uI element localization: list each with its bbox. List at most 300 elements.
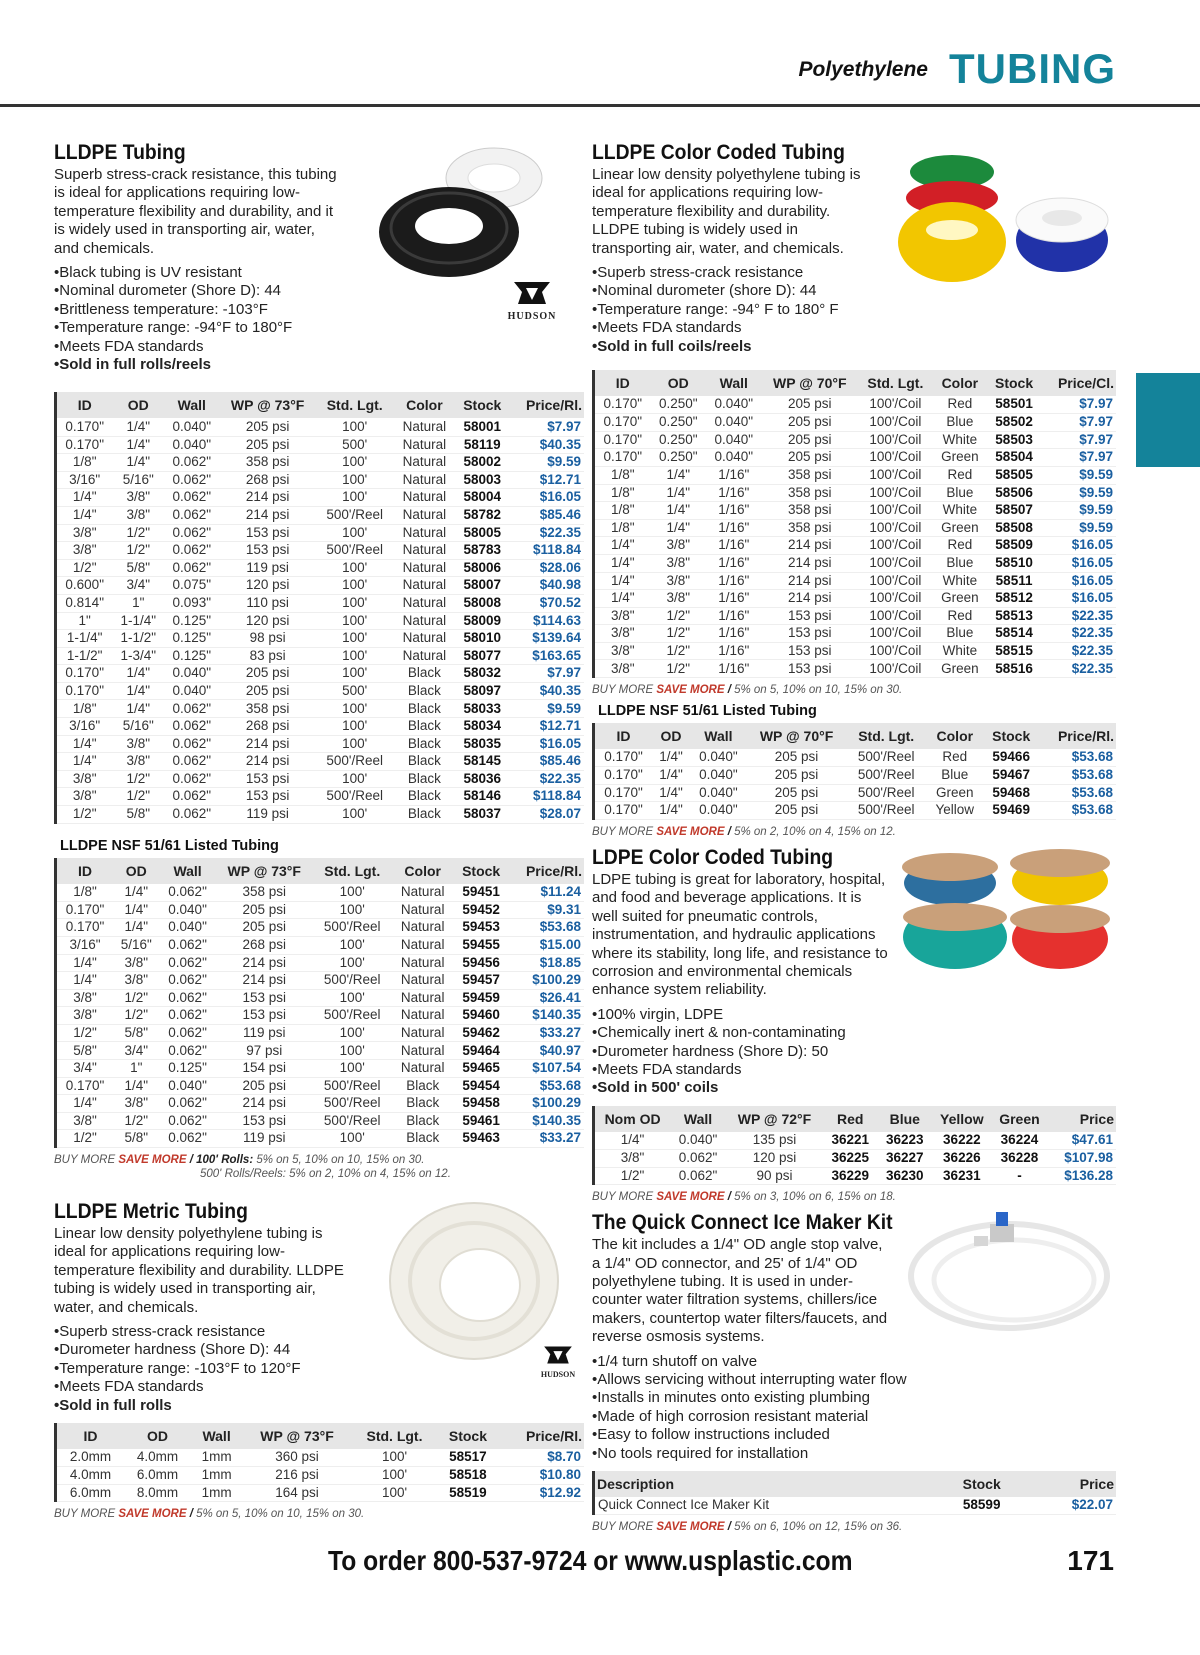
- stock-cell: 59459: [454, 989, 509, 1007]
- table-cell: 3/8": [595, 660, 651, 678]
- table-cell: 214 psi: [220, 489, 316, 507]
- table-row: [595, 572, 1116, 590]
- column-header: OD: [113, 858, 160, 884]
- bullet-sold: • Sold in 500' coils: [592, 1079, 1116, 1097]
- table-row: [57, 1024, 584, 1042]
- price-cell: $12.71: [509, 471, 584, 489]
- table-cell: 119 psi: [220, 559, 316, 577]
- column-header: Std. Lgt.: [858, 370, 933, 396]
- table-cell: 0.170": [595, 431, 651, 449]
- left-column: [54, 140, 584, 1521]
- table-cell: Natural: [394, 524, 456, 542]
- table-cell: 214 psi: [762, 590, 858, 608]
- table-cell: 1/16": [706, 660, 762, 678]
- stock-cell: 59468: [983, 784, 1039, 802]
- header-subtitle: Polyethylene: [798, 58, 928, 81]
- table-cell: 3/8": [57, 1007, 113, 1025]
- table-cell: Green: [933, 519, 987, 537]
- table-cell: 500'/Reel: [313, 1007, 392, 1025]
- table-cell: 0.062": [164, 700, 219, 718]
- hudson-logo-text: HUDSON: [507, 311, 557, 322]
- table-cell: Natural: [392, 936, 454, 954]
- table-cell: 0.062": [164, 524, 219, 542]
- table-cell: Black: [394, 682, 456, 700]
- price-cell: $7.97: [1041, 431, 1116, 449]
- column-header: Price/Rl.: [499, 1423, 584, 1449]
- table-header-row: [595, 370, 1116, 396]
- stock-cell: 58599: [939, 1497, 1024, 1515]
- table-cell: Natural: [392, 1060, 454, 1078]
- table-cell: 0.040": [690, 784, 747, 802]
- table-cell: 3/8": [113, 1095, 160, 1113]
- stock-cell: 59466: [983, 749, 1039, 767]
- table-cell: 0.062": [164, 753, 219, 771]
- table-cell: Black: [392, 1130, 454, 1148]
- promo-pre: BUY MORE: [54, 1154, 119, 1167]
- table-cell: 100': [313, 989, 392, 1007]
- table-cell: 0.062": [164, 735, 219, 753]
- lldpe-metric-section: [54, 1199, 584, 1415]
- table-cell: 1/4": [112, 436, 164, 454]
- table-row: [57, 436, 584, 454]
- table-row: [595, 1149, 1116, 1167]
- table-cell: 3/16": [57, 936, 113, 954]
- table-cell: Natural: [394, 418, 456, 436]
- promo-pre: BUY MORE: [592, 1191, 657, 1204]
- stock-cell: 59461: [454, 1112, 509, 1130]
- table-cell: 120 psi: [220, 577, 316, 595]
- table-cell: 1/2": [651, 660, 707, 678]
- table-cell: 3/8": [112, 753, 164, 771]
- table-cell: 0.040": [164, 436, 219, 454]
- table-cell: 500'/Reel: [846, 767, 926, 785]
- table-cell: 1/16": [706, 625, 762, 643]
- stock-cell: 59455: [454, 936, 509, 954]
- table-cell: 0.040": [690, 802, 747, 820]
- price-cell: $7.97: [1041, 414, 1116, 432]
- table-cell: 119 psi: [216, 1024, 313, 1042]
- table-row: [57, 989, 584, 1007]
- table-cell: 0.062": [160, 1024, 216, 1042]
- price-cell: $16.05: [509, 489, 584, 507]
- table-cell: 214 psi: [220, 735, 316, 753]
- table-cell: 1": [57, 612, 112, 630]
- table-row: [57, 1449, 584, 1467]
- column-header: Price/Rl.: [509, 858, 584, 884]
- table-cell: Black: [394, 718, 456, 736]
- promo-tiers: 5% on 3, 10% on 6, 15% on 18.: [734, 1191, 896, 1204]
- table-cell: Natural: [392, 901, 454, 919]
- price-cell: $9.31: [509, 901, 584, 919]
- price-cell: $22.35: [1041, 660, 1116, 678]
- table-row: [57, 1095, 584, 1113]
- stock-cell: 58145: [455, 753, 509, 771]
- table-cell: 1/16": [706, 572, 762, 590]
- table-cell: 1/16": [706, 502, 762, 520]
- table-cell: 1/4": [57, 1095, 113, 1113]
- table-cell: 100': [316, 806, 394, 824]
- table-cell: 0.062": [160, 1130, 216, 1148]
- table-row: [595, 449, 1116, 467]
- table-cell: 0.062": [164, 806, 219, 824]
- column-header: Yellow: [932, 1106, 992, 1132]
- table-cell: 1/4": [57, 489, 112, 507]
- column-header: OD: [124, 1423, 191, 1449]
- table-cell: 153 psi: [762, 625, 858, 643]
- column-header: Wall: [164, 392, 219, 418]
- stock-cell: 58517: [437, 1449, 499, 1467]
- table-cell: 1mm: [191, 1449, 242, 1467]
- promo-accent: SAVE MORE: [656, 684, 725, 697]
- icemaker-desc: The kit includes a 1/4" OD angle stop valve, a 1/4" OD connector, and 25' of 1/4" OD polyethylene tubing. It is used in under-counter water filtration systems, chillers/ice makers, countertop water filters/faucets, and reverse osmosis systems.: [592, 1236, 888, 1346]
- stock-cell: 58007: [455, 577, 509, 595]
- table-cell: 1/4": [112, 682, 164, 700]
- table-cell: 0.040": [690, 749, 747, 767]
- table-cell: White: [933, 642, 987, 660]
- table-cell: 100'/Coil: [858, 554, 933, 572]
- table-cell: 205 psi: [747, 767, 846, 785]
- table-cell: 2.0mm: [57, 1449, 124, 1467]
- icemaker-table: [592, 1471, 1116, 1515]
- icemaker-title: The Quick Connect Ice Maker Kit: [592, 1211, 893, 1235]
- page-number: 171: [1067, 1545, 1114, 1576]
- price-cell: $53.68: [509, 919, 584, 937]
- table-cell: 205 psi: [747, 749, 846, 767]
- table-cell: 1": [112, 594, 164, 612]
- table-cell: 1/4": [652, 802, 690, 820]
- table-cell: 268 psi: [216, 936, 313, 954]
- table-cell: 3/16": [57, 471, 112, 489]
- table-cell: 3/8": [595, 642, 651, 660]
- table-cell: 100': [316, 524, 394, 542]
- table-cell: 1-1/4": [57, 630, 112, 648]
- price-cell: $33.27: [509, 1024, 584, 1042]
- stock-cell: 59452: [454, 901, 509, 919]
- table-cell: 358 psi: [762, 466, 858, 484]
- table-cell: 4.0mm: [124, 1449, 191, 1467]
- column-header: WP @ 70°F: [747, 723, 846, 749]
- table-cell: 214 psi: [220, 506, 316, 524]
- lldpe-tubing-table: [54, 392, 584, 823]
- promo-accent: SAVE MORE: [656, 825, 725, 838]
- table-cell: 0.075": [164, 577, 219, 595]
- table-cell: 1/8": [595, 502, 651, 520]
- table-cell: 1/4": [652, 784, 690, 802]
- stock-cell: 58032: [455, 665, 509, 683]
- table-cell: 1/2": [112, 524, 164, 542]
- table-cell: 0.170": [595, 414, 651, 432]
- stock-cell: 58513: [987, 607, 1041, 625]
- stock-cell: 58512: [987, 590, 1041, 608]
- table-row: [595, 660, 1116, 678]
- table-cell: 100'/Coil: [858, 449, 933, 467]
- column-header: Price/Rl.: [1039, 723, 1116, 749]
- price-cell: $118.84: [509, 788, 584, 806]
- table-cell: Red: [933, 607, 987, 625]
- stock-cell: 59458: [454, 1095, 509, 1113]
- stock-cell: 58501: [987, 396, 1041, 414]
- table-cell: Natural: [394, 559, 456, 577]
- lldpe-tubing-title: LLDPE Tubing: [54, 141, 186, 164]
- table-cell: 0.250": [651, 431, 707, 449]
- price-cell: $18.85: [509, 954, 584, 972]
- table-cell: 500'/Reel: [313, 919, 392, 937]
- lldpe-metric-table: [54, 1423, 584, 1502]
- table-cell: 1/4": [595, 554, 651, 572]
- bullet: • Durometer hardness (Shore D): 44: [54, 1341, 584, 1359]
- table-cell: 0.062": [670, 1167, 726, 1185]
- table-cell: 1/4": [112, 700, 164, 718]
- promo-sep: /: [724, 1521, 735, 1534]
- stock-cell: 58519: [437, 1484, 499, 1502]
- stock-cell: 58036: [455, 770, 509, 788]
- table-cell: 0.062": [160, 954, 216, 972]
- lldpe-metric-desc: Linear low density polyethylene tubing is ideal for applications requiring low-temperature flexibility and durability. LLDPE tubing is widely used in transporting air, water, and chemicals.: [54, 1225, 344, 1316]
- table-row: [57, 884, 584, 902]
- table-cell: 0.062": [164, 770, 219, 788]
- table-cell: 1/8": [595, 519, 651, 537]
- stock-cell: 58509: [987, 537, 1041, 555]
- table-cell: 100': [316, 700, 394, 718]
- table-cell: Black: [394, 753, 456, 771]
- table-cell: 1/16": [706, 466, 762, 484]
- table-row: [57, 559, 584, 577]
- table-row: [57, 665, 584, 683]
- table-cell: 214 psi: [216, 954, 313, 972]
- table-cell: Natural: [394, 454, 456, 472]
- ldpe-reels-image: [900, 845, 1114, 975]
- price-cell: $53.68: [1039, 802, 1116, 820]
- table-cell: 100'/Coil: [858, 642, 933, 660]
- price-cell: $12.71: [509, 718, 584, 736]
- table-row: [595, 590, 1116, 608]
- bullet: • Meets FDA standards: [592, 319, 1116, 337]
- table-cell: 0.062": [164, 506, 219, 524]
- price-cell: $100.29: [509, 1095, 584, 1113]
- column-header: Red: [823, 1106, 878, 1132]
- table-cell: 5/8": [113, 1024, 160, 1042]
- table-cell: 1/2": [113, 989, 160, 1007]
- price-cell: $40.98: [509, 577, 584, 595]
- table-cell: 1/4": [57, 506, 112, 524]
- table-cell: 100'/Coil: [858, 625, 933, 643]
- table-cell: 3/4": [112, 577, 164, 595]
- table-cell: 0.170": [57, 901, 113, 919]
- table-cell: Black: [394, 700, 456, 718]
- price-cell: $140.35: [509, 1007, 584, 1025]
- table-cell: 0.040": [164, 418, 219, 436]
- lldpe-color-table: [592, 370, 1116, 678]
- table-row: [595, 554, 1116, 572]
- price-cell: $22.35: [1041, 642, 1116, 660]
- bullet-sold: • Sold in full rolls: [54, 1397, 584, 1415]
- promo-sep: /: [724, 825, 735, 838]
- price-cell: $16.05: [509, 735, 584, 753]
- table-cell: 1/8": [57, 700, 112, 718]
- section-tab: [1136, 373, 1200, 467]
- table-cell: 1/4": [651, 484, 707, 502]
- table-cell: 1": [113, 1060, 160, 1078]
- table-row: [595, 1497, 1116, 1515]
- table-cell: 100': [316, 735, 394, 753]
- bullet: • Meets FDA standards: [54, 1378, 584, 1396]
- table-cell: 0.040": [690, 767, 747, 785]
- table-cell: 1-1/2": [112, 630, 164, 648]
- lldpe-nsf-section: [54, 838, 584, 1181]
- table-cell: 1/2": [112, 770, 164, 788]
- table-cell: 0.125": [164, 647, 219, 665]
- table-row: [595, 484, 1116, 502]
- table-cell: Natural: [394, 647, 456, 665]
- column-header: Color: [926, 723, 983, 749]
- table-cell: 0.170": [595, 749, 652, 767]
- table-cell: 3/8": [595, 625, 651, 643]
- table-cell: 0.250": [651, 414, 707, 432]
- table-cell: 1/4": [57, 753, 112, 771]
- promo-sep: /: [724, 684, 735, 697]
- stock-cell: 58514: [987, 625, 1041, 643]
- table-cell: 205 psi: [220, 665, 316, 683]
- table-cell: 500'/Reel: [846, 784, 926, 802]
- table-cell: 5/16": [113, 936, 160, 954]
- table-cell: 360 psi: [242, 1449, 352, 1467]
- table-cell: 100': [316, 471, 394, 489]
- price-cell: $139.64: [509, 630, 584, 648]
- table-cell: 153 psi: [216, 1112, 313, 1130]
- table-cell: 0.170": [595, 449, 651, 467]
- table-cell: Natural: [392, 1007, 454, 1025]
- price-cell: $114.63: [509, 612, 584, 630]
- stock-cell: 58009: [455, 612, 509, 630]
- bullet: • Installs in minutes onto existing plumbing: [592, 1389, 1116, 1407]
- table-cell: 36229: [823, 1167, 878, 1185]
- table-cell: 1/4": [113, 901, 160, 919]
- table-cell: 1/16": [706, 607, 762, 625]
- price-cell: $16.05: [1041, 572, 1116, 590]
- table-cell: 0.062": [164, 542, 219, 560]
- table-cell: 0.040": [164, 665, 219, 683]
- table-row: [595, 1132, 1116, 1150]
- table-cell: 36223: [878, 1132, 933, 1150]
- table-cell: 500'/Reel: [316, 506, 394, 524]
- table-cell: 500'/Reel: [313, 1112, 392, 1130]
- column-header: Stock: [454, 858, 509, 884]
- table-cell: 0.170": [595, 396, 651, 414]
- table-cell: 1/8": [595, 466, 651, 484]
- table-cell: 100'/Coil: [858, 572, 933, 590]
- table-cell: 1/2": [651, 625, 707, 643]
- bullet: • Temperature range: -103°F to 120°F: [54, 1360, 584, 1378]
- bullet: • Temperature range: -94° F to 180° F: [592, 301, 1116, 319]
- table-cell: 1/2": [57, 806, 112, 824]
- table-cell: 1/4": [57, 735, 112, 753]
- price-cell: $100.29: [509, 972, 584, 990]
- price-cell: $28.06: [509, 559, 584, 577]
- table-cell: 1/16": [706, 642, 762, 660]
- table-header-row: [595, 1106, 1116, 1132]
- table-cell: 358 psi: [220, 454, 316, 472]
- bullet: • No tools required for installation: [592, 1445, 1116, 1463]
- table-cell: Natural: [394, 594, 456, 612]
- stock-cell: 58035: [455, 735, 509, 753]
- table-cell: 0.062": [160, 972, 216, 990]
- table-cell: 3/8": [112, 735, 164, 753]
- table-cell: 0.170": [57, 682, 112, 700]
- column-header: Std. Lgt.: [313, 858, 392, 884]
- price-cell: $85.46: [509, 753, 584, 771]
- stock-cell: 58782: [455, 506, 509, 524]
- table-cell: 1/2": [113, 1007, 160, 1025]
- right-column: [592, 140, 1116, 1534]
- right-nsf-title: LLDPE NSF 51/61 Listed Tubing: [598, 703, 817, 720]
- ldpe-color-promo: [592, 1190, 1116, 1204]
- table-row: [595, 396, 1116, 414]
- table-cell: 0.170": [595, 802, 652, 820]
- stock-cell: 58504: [987, 449, 1041, 467]
- table-row: [57, 1060, 584, 1078]
- stock-cell: 58146: [455, 788, 509, 806]
- table-row: [57, 788, 584, 806]
- table-cell: 0.062": [164, 559, 219, 577]
- lldpe-color-title: LLDPE Color Coded Tubing: [592, 141, 845, 164]
- table-cell: 0.250": [651, 449, 707, 467]
- table-cell: 1/4": [651, 466, 707, 484]
- table-cell: 3/16": [57, 718, 112, 736]
- table-cell: 1/4": [652, 749, 690, 767]
- table-cell: 100': [316, 454, 394, 472]
- table-cell: 268 psi: [220, 718, 316, 736]
- table-cell: 153 psi: [220, 788, 316, 806]
- table-cell: 3/8": [651, 572, 707, 590]
- table-cell: 36225: [823, 1149, 878, 1167]
- table-cell: 3/8": [651, 554, 707, 572]
- table-cell: Natural: [392, 972, 454, 990]
- table-row: [595, 625, 1116, 643]
- table-cell: 0.250": [651, 396, 707, 414]
- table-cell: 100': [316, 665, 394, 683]
- table-cell: 205 psi: [216, 919, 313, 937]
- table-cell: 500': [316, 682, 394, 700]
- table-cell: 100': [313, 936, 392, 954]
- table-cell: 100'/Coil: [858, 396, 933, 414]
- table-cell: 100': [316, 647, 394, 665]
- table-cell: 0.062": [164, 718, 219, 736]
- stock-cell: 59453: [454, 919, 509, 937]
- price-cell: $53.68: [1039, 767, 1116, 785]
- table-cell: 3/8": [57, 524, 112, 542]
- table-cell: 205 psi: [762, 396, 858, 414]
- promo-tiers: 5% on 5, 10% on 10, 15% on 30.: [256, 1154, 425, 1167]
- table-cell: 5/16": [112, 718, 164, 736]
- page-footer: [0, 1545, 1200, 1605]
- table-row: [595, 642, 1116, 660]
- table-cell: 100': [316, 559, 394, 577]
- table-cell: 358 psi: [220, 700, 316, 718]
- price-cell: $9.59: [509, 700, 584, 718]
- price-cell: $15.00: [509, 936, 584, 954]
- table-cell: 36230: [878, 1167, 933, 1185]
- stock-cell: 58006: [455, 559, 509, 577]
- column-header: Wall: [191, 1423, 242, 1449]
- table-cell: 153 psi: [762, 660, 858, 678]
- table-cell: Natural: [392, 989, 454, 1007]
- bullet: • Superb stress-crack resistance: [592, 264, 1116, 282]
- stock-cell: 58508: [987, 519, 1041, 537]
- table-cell: Natural: [394, 542, 456, 560]
- table-cell: 3/8": [57, 788, 112, 806]
- table-cell: 83 psi: [220, 647, 316, 665]
- table-cell: 5/8": [113, 1130, 160, 1148]
